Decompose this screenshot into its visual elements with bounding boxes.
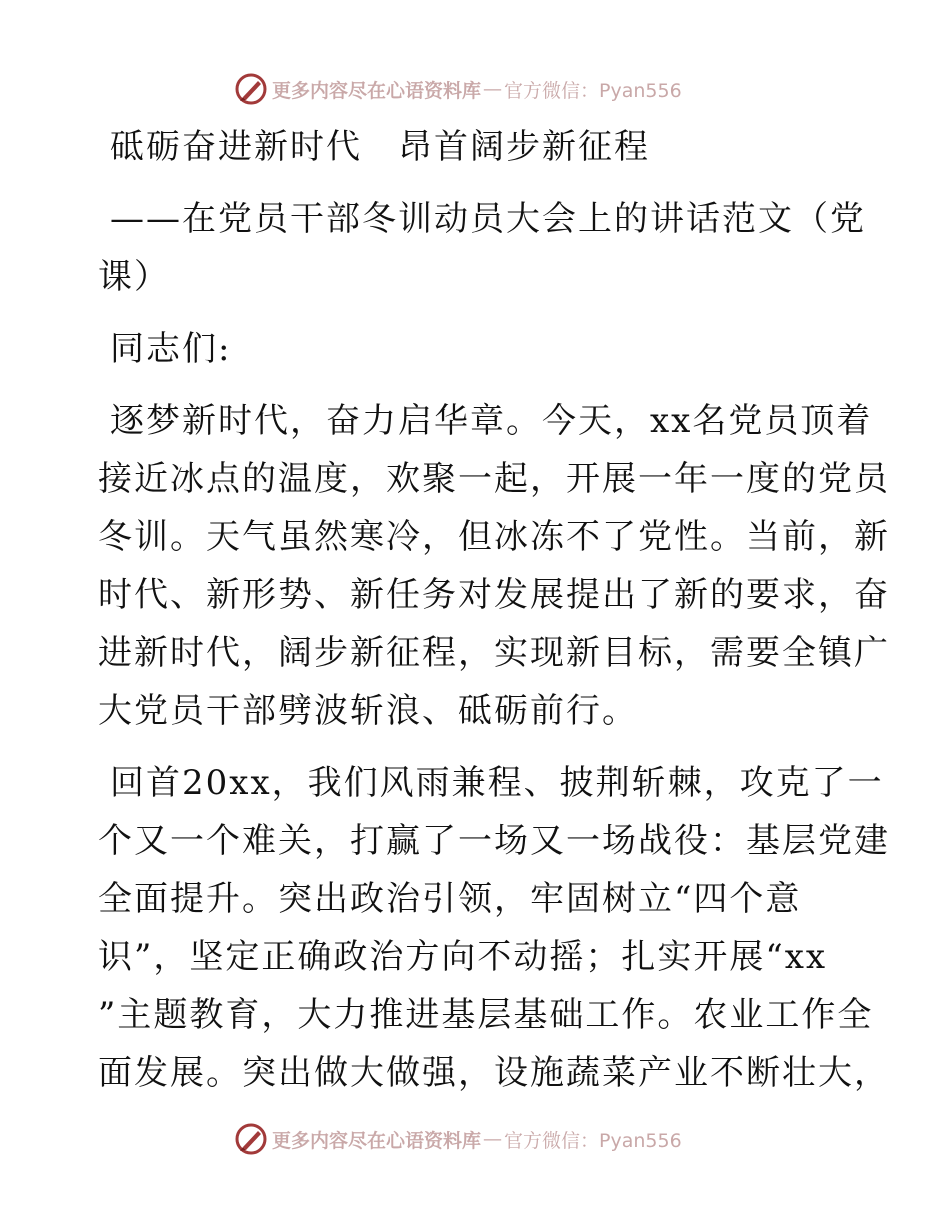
paragraph-2-line-5: ”主题教育，大力推进基层基础工作。农业工作全 (98, 995, 874, 1035)
document-subtitle-line-2: 课） (98, 257, 170, 297)
watermark-main-text: 更多内容尽在心语资料库 (272, 79, 482, 102)
pen-logo-icon (234, 72, 268, 106)
paragraph-1-line-4: 时代、新形势、新任务对发展提出了新的要求，奋 (98, 575, 890, 615)
pen-logo-icon (234, 1122, 268, 1156)
paragraph-2-line-3: 全面提升。突出政治引领，牢固树立“四个意 (98, 879, 802, 919)
paragraph-1-line-5: 进新时代，阔步新征程，实现新目标，需要全镇广 (98, 633, 890, 673)
watermark-main-text: 更多内容尽在心语资料库 (272, 1129, 482, 1152)
header-watermark (234, 72, 682, 106)
document-title: 砥砺奋进新时代 昂首阔步新征程 (110, 127, 650, 167)
paragraph-2-line-2: 个又一个难关，打赢了一场又一场战役：基层党建 (98, 821, 890, 861)
document-body (98, 118, 890, 1102)
watermark-wechat-text: 官方微信：Pyan556 (504, 79, 682, 102)
paragraph-2-line-6: 面发展。突出做大做强，设施蔬菜产业不断壮大， (98, 1053, 890, 1093)
paragraph-1-line-2: 接近冰点的温度，欢聚一起，开展一年一度的党员 (98, 459, 890, 499)
watermark-dash: — (483, 78, 503, 100)
watermark-dash: — (483, 1128, 503, 1150)
paragraph-2-line-1: 回首20xx，我们风雨兼程、披荆斩棘，攻克了一 (110, 763, 884, 803)
paragraph-1-line-3: 冬训。天气虽然寒冷，但冰冻不了党性。当前，新 (98, 517, 890, 557)
watermark-wechat-text: 官方微信：Pyan556 (504, 1129, 682, 1152)
salutation: 同志们: (110, 329, 232, 369)
footer-watermark (234, 1122, 682, 1156)
document-subtitle-line-1: ——在党员干部冬训动员大会上的讲话范文（党 (110, 199, 866, 239)
paragraph-2-line-4: 识”，坚定正确政治方向不动摇；扎实开展“xx (98, 937, 828, 977)
paragraph-1-line-6: 大党员干部劈波斩浪、砥砺前行。 (98, 691, 638, 731)
paragraph-1-line-1: 逐梦新时代，奋力启华章。今天，xx名党员顶着 (110, 401, 873, 441)
